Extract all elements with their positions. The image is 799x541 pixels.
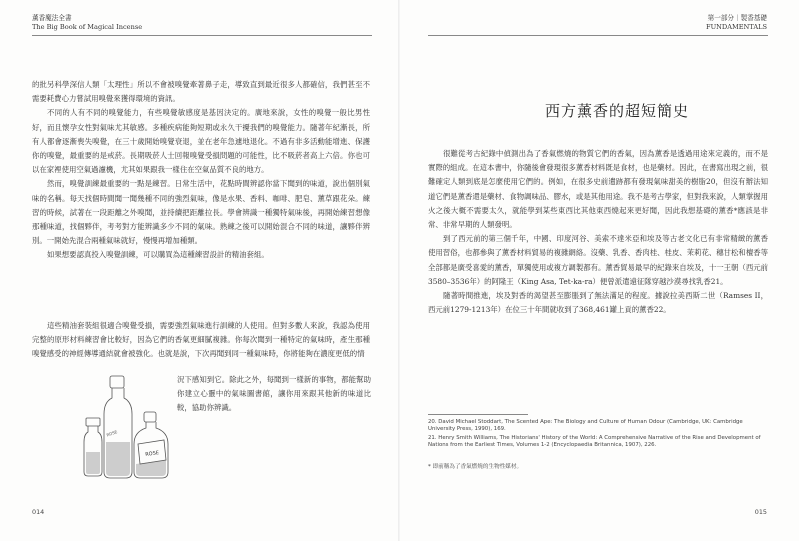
left-body-wrap bbox=[177, 373, 371, 416]
paragraph: 然而，嗅覺訓練最重要的一點是練習。日常生活中，花點時間辨認你當下聞到的味道，說出個別氣味的名稱。每天找個時間聞一聞幾種不同的強烈氣味，像是水果、香料、咖啡、肥皂、薰草跟花朵。練習的時候，試著在一段距離之外嗅聞，並持續把距離拉長。學會辨識一種獨特氣味後，再開始練習想像那種味道，找個夥伴，考考對方能辨識多少不同的氣味。熟練之後可以開始混合不同的味道，讓夥伴辨別。一開始先混合兩種氣味就好，慢慢再增加種類。 bbox=[32, 179, 370, 246]
paragraph: 不同的人有不同的嗅覺能力，有些嗅覺敏感度是基因決定的。廣地來說，女性的嗅覺一般比男性好，而且懷孕女性對氣味尤其敏感。多種疾病能夠短期或永久干擾我們的嗅覺能力。隨著年紀漸長，所有人都會逐漸喪失嗅覺，在三十歲開始嗅覺衰退，並在老年急遽地退化。不過有非多活動能增進、保護你的嗅覺，最重要的是戒菸。長期吸菸人士回報嗅覺受損問題的可能性，比不吸菸者高上六倍。你也可以在家裡使用空氣過濾機，尤其如果跟我一樣住在空氣品質不良的地方。 bbox=[32, 108, 370, 175]
paragraph: 況下感知到它。除此之外，每聞到一樣新的事物，都能幫助你建立心靈中的氣味圖書館，讓你用來跟其他新的味道比較，協助你辨識。 bbox=[177, 375, 371, 413]
paragraph: 隨著時間推進，埃及對香的渴望甚至膨脹到了無法滿足的程度。據說拉美西斯二世（Ramses II，西元前1279-1213年）在位三十年間就收到了368,461罐上貢的薰香22。 bbox=[428, 291, 768, 315]
article-title: 西方薰香的超短簡史 bbox=[545, 102, 690, 120]
section-title-en: FUNDAMENTALS bbox=[706, 22, 767, 31]
asterisk-note: * 即前稱為了香氣燃燒的生物性媒材。 bbox=[428, 464, 523, 470]
right-body bbox=[428, 147, 768, 317]
left-body-top bbox=[32, 78, 370, 263]
left-body-wide bbox=[32, 319, 370, 362]
page-number-right: 015 bbox=[754, 508, 767, 516]
footnote: 20. David Michael Stoddart, The Scented Ape: The Biology and Culture of Human Odour (Cambridge, UK: Cambridge University Press, 1990), 169. bbox=[428, 419, 743, 433]
paragraph: 的批另科學深信人類「太理性」所以不會被嗅覺牽著鼻子走，導致直到最近很多人都確信，我們甚至不需要耗費心力嘗試用嗅覺來獲得環境的資訊。 bbox=[32, 80, 370, 104]
running-head-left bbox=[32, 14, 142, 31]
paragraph: 到了西元前的第三個千年，中國、印度河谷、美索不達米亞和埃及等古老文化已有非常精緻的薰香使用習俗，也都參與了薰香材料貿易的複雜網絡。沒藥、乳香、香肉桂、桂皮、茉莉花、穗甘松和檀香等全部都是廣受喜愛的薰香，單獨使用或複方調製都有。薰香貿易最早的紀錄來自埃及，十一王朝（西元前3580–3536年）的阿隆王（King Asa, Tet-ka-ra）便曾派遣遠征隊穿越沙漠尋找乳香21。 bbox=[428, 234, 768, 286]
header-rule bbox=[32, 35, 372, 36]
bottle-label: ROSE bbox=[144, 450, 160, 458]
header-rule bbox=[428, 35, 768, 36]
book-title: 薰香魔法全書 bbox=[32, 14, 72, 22]
footnote: 21. Henry Smith Williams, The Historians' History of the World: A Comprehensive Narrative of the Rise and Development of Nations from the Earliest Times, Volumes 1-2 (Encyclopaedia Britannica, 1907), 226. bbox=[428, 434, 761, 449]
paragraph: 很難從考古紀錄中偵測出為了香氣燃燒的物質它們的香氣，因為薰香是透過用途來定義的，而不是實際的組成。在這本書中，你隨後會發現很多薰香材料既是食材，也是藥材。因此，在書寫出現之前，很難確定人類到底是怎麼使用它們的。例如，在很多史前遺跡都有發現氣味甜美的樹脂20，但沒有辦法知道它們是薰香還是藥材、食物調味品、膠水，或是其他用途。我不是考古學家，但對我來說，人類掌握用火之後大概不需要太久，就能學到某些東西比其他東西燒起來更好聞，因此我想基礎的薰香*應該是非常、非常早期的人類發明。 bbox=[428, 149, 768, 230]
bottle-label-2: ROSE bbox=[105, 429, 118, 438]
running-head-right bbox=[706, 14, 767, 31]
paragraph: 這些精油套裝組很適合嗅覺受損，需要強烈氣味進行訓練的人使用。但對多數人來說，我認為使用完整的原形材料練習會比較好，因為它們的香氣更細膩複雜。你每次聞到一種特定的氣味時，產生那種嗅覺感受的神經傳導通結就會被強化。也就是說，下次再聞到同一種氣味時，你將能夠在濃度更低的情 bbox=[32, 321, 370, 359]
bottles-illustration bbox=[82, 372, 176, 482]
footnote-rule bbox=[428, 414, 528, 415]
book-subtitle: The Big Book of Magical Incense bbox=[32, 22, 143, 31]
essential-oil-bottles-icon bbox=[82, 372, 176, 482]
footnotes bbox=[428, 419, 768, 451]
paragraph: 如果想要認真投入嗅覺訓練，可以購買為這種練習設計的精油套組。 bbox=[47, 250, 269, 260]
section-title: 第一部分｜製香基礎 bbox=[707, 14, 767, 22]
left-page bbox=[0, 0, 399, 541]
page-number-left: 014 bbox=[32, 508, 45, 516]
